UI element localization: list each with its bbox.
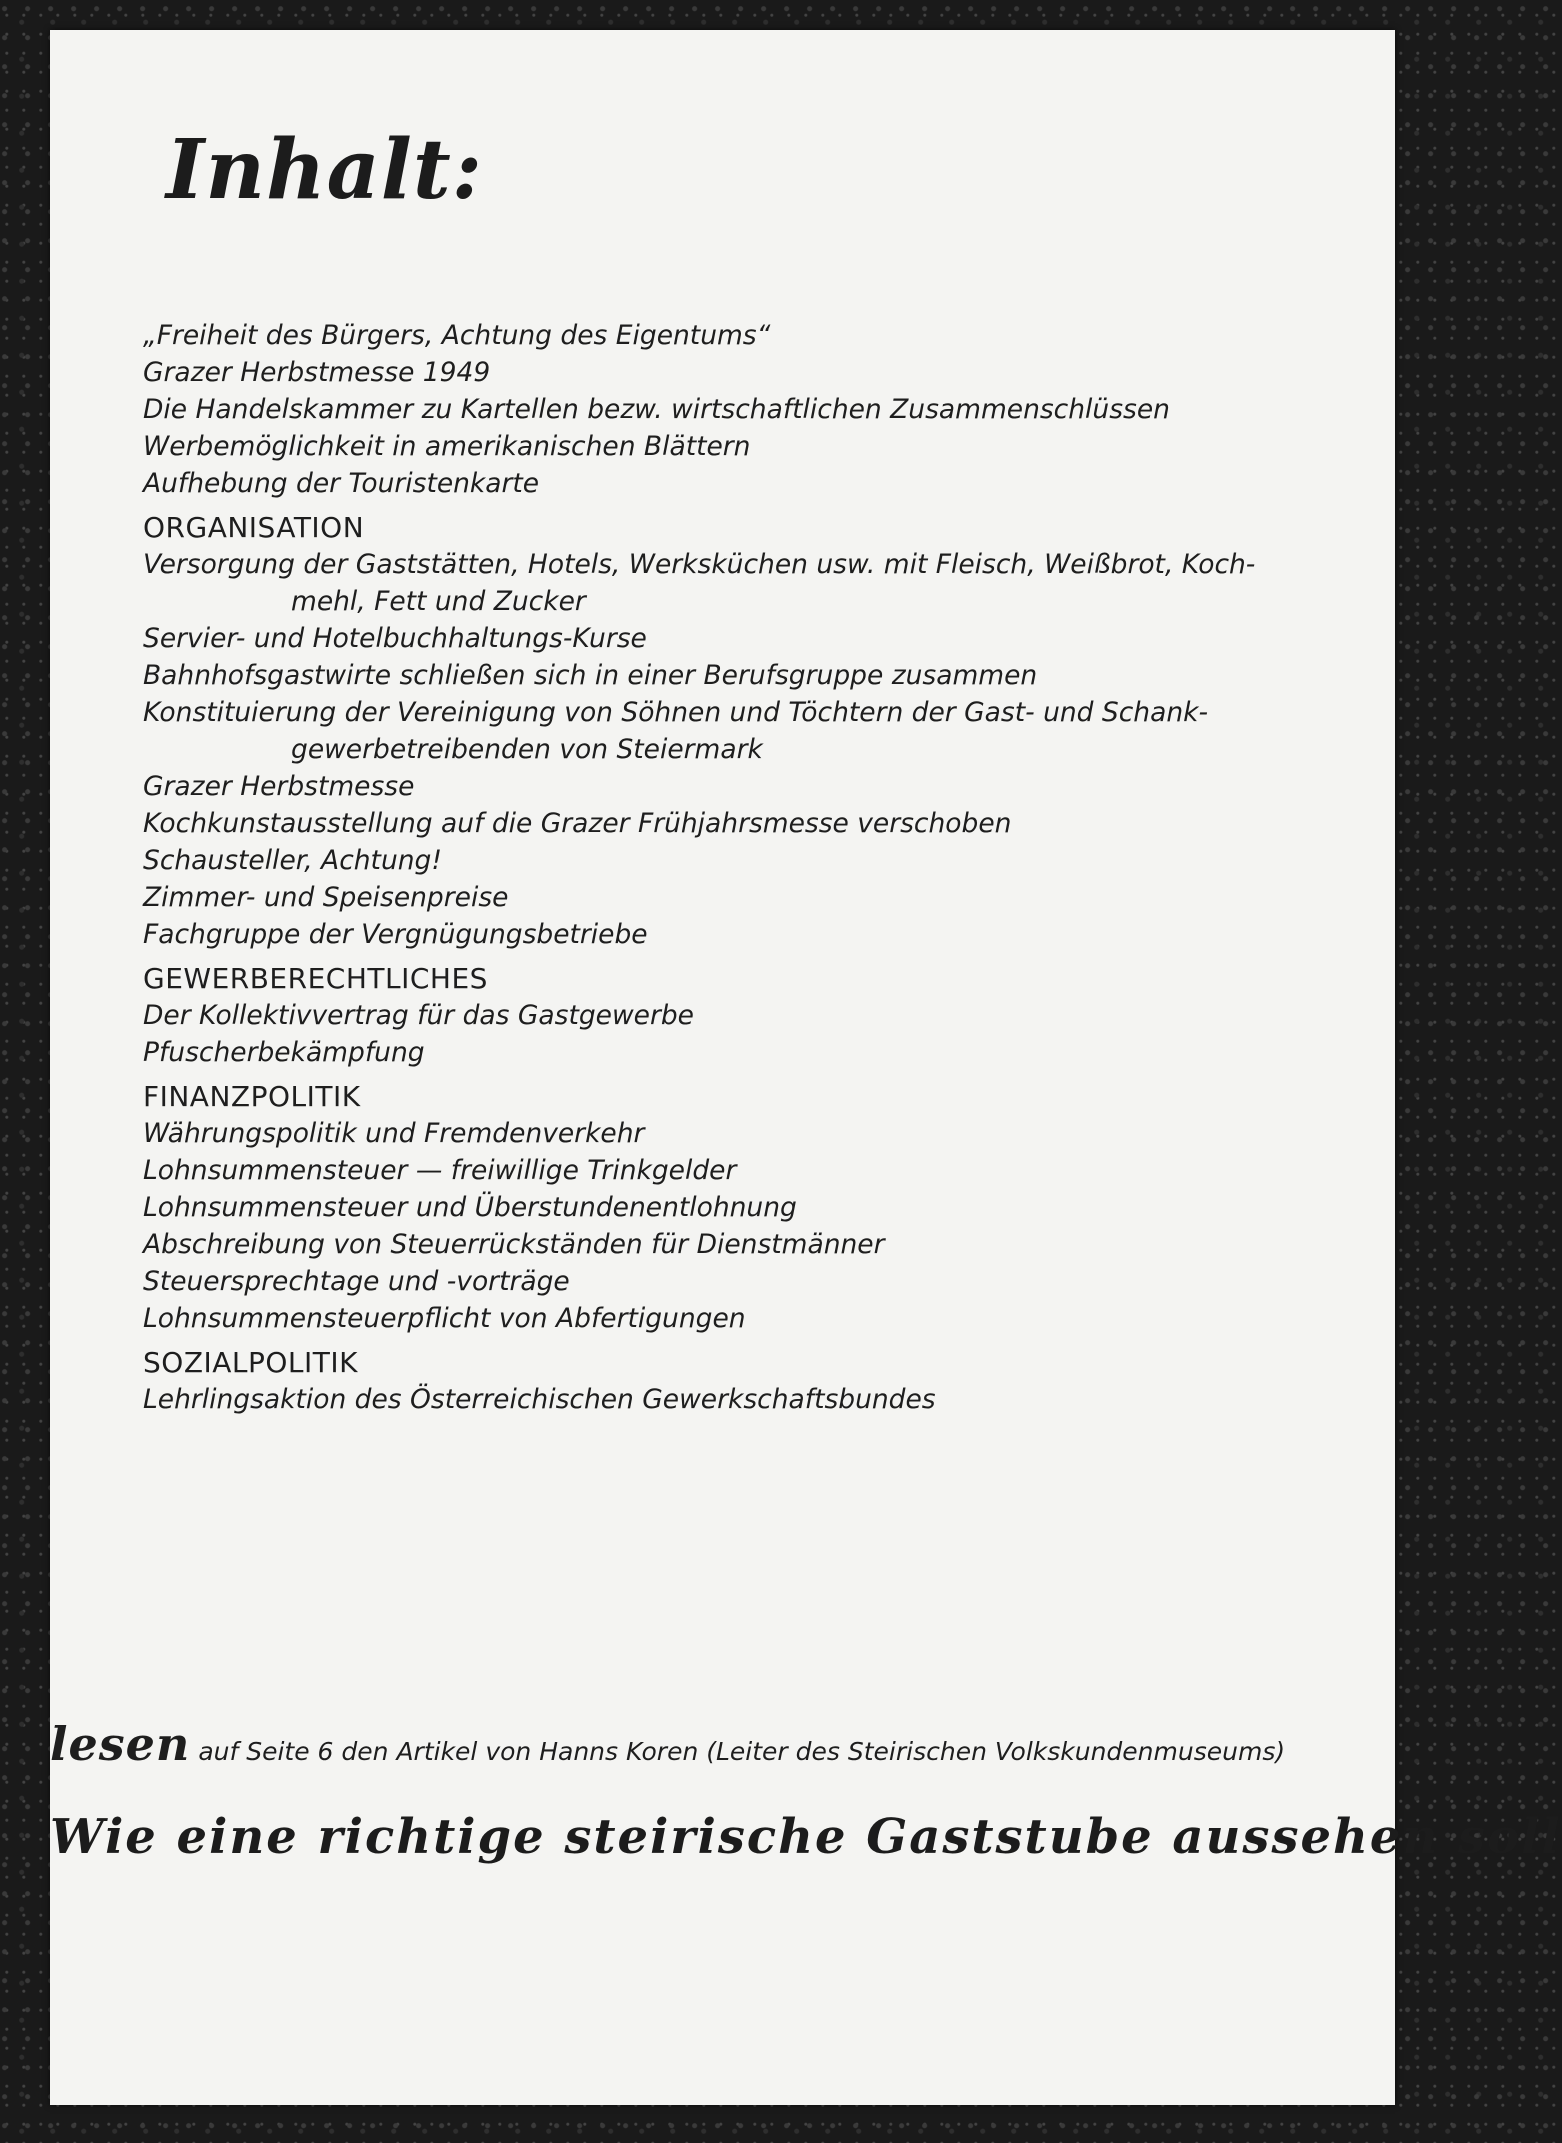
toc-entry: Zimmer- und Speisenpreise [143, 882, 509, 913]
toc-section-heading: GEWERBERECHTLICHES [143, 962, 488, 995]
toc-section-heading: ORGANISATION [143, 511, 365, 544]
toc-entry: Lohnsummensteuerpflicht von Abfertigungen [143, 1303, 746, 1334]
toc-entry: Lohnsummensteuer — freiwillige Trinkgelder [143, 1155, 737, 1186]
toc-entry: Kochkunstausstellung auf die Grazer Frühjahrsmesse verschoben [143, 808, 1012, 839]
toc-entry: Aufhebung der Touristenkarte [143, 468, 540, 499]
table-of-contents [143, 317, 1373, 1418]
toc-entry: Schausteller, Achtung! [143, 845, 442, 876]
toc-entry: Werbemöglichkeit in amerikanischen Blättern [143, 431, 751, 462]
toc-entry: Steuersprechtage und -vorträge [143, 1266, 570, 1297]
notice-text: auf Seite 6 den Artikel von Hanns Koren (Leiter des Steirischen Volkskundenmuseums) [198, 1737, 1286, 1766]
toc-entry: Pfuscherbekämpfung [143, 1037, 425, 1068]
toc-entry: Konstituierung der Vereinigung von Söhnen und Töchtern der Gast- und Schank- [143, 697, 1209, 728]
document-page [50, 30, 1562, 2105]
toc-entry: Versorgung der Gaststätten, Hotels, Werksküchen usw. mit Fleisch, Weißbrot, Koch- [143, 549, 1256, 580]
notice-lead: lesen [50, 1717, 191, 1771]
toc-entry: Die Handelskammer zu Kartellen bezw. wirtschaftlichen Zusammenschlüssen [143, 394, 1170, 425]
toc-entry: Währungspolitik und Fremdenverkehr [143, 1118, 645, 1149]
toc-entry: Fachgruppe der Vergnügungsbetriebe [143, 919, 648, 950]
toc-section-heading: SOZIALPOLITIK [143, 1346, 359, 1379]
toc-entry: Abschreibung von Steuerrückständen für Dienstmänner [143, 1229, 885, 1260]
toc-entry: Servier- und Hotelbuchhaltungs-Kurse [143, 623, 647, 654]
toc-entry: Lehrlingsaktion des Österreichischen Gewerkschaftsbundes [143, 1384, 936, 1415]
article-notice [50, 1717, 1285, 1771]
toc-entry: Bahnhofsgastwirte schließen sich in einer Berufsgruppe zusammen [143, 660, 1038, 691]
toc-entry: gewerbetreibenden von Steiermark [291, 734, 763, 765]
toc-entry: Grazer Herbstmesse [143, 771, 415, 802]
article-title: Wie eine richtige steirische Gaststube aussehen soll [50, 1809, 1562, 1865]
toc-entry: mehl, Fett und Zucker [291, 586, 586, 617]
toc-section-heading: FINANZPOLITIK [143, 1080, 361, 1113]
toc-entry: Grazer Herbstmesse 1949 [143, 357, 491, 388]
page-title: Inhalt: [166, 122, 484, 218]
toc-entry: Der Kollektivvertrag für das Gastgewerbe [143, 1000, 694, 1031]
toc-entry: „Freiheit des Bürgers, Achtung des Eigentums“ [143, 320, 771, 351]
toc-entry: Lohnsummensteuer und Überstundenentlohnung [143, 1192, 797, 1223]
